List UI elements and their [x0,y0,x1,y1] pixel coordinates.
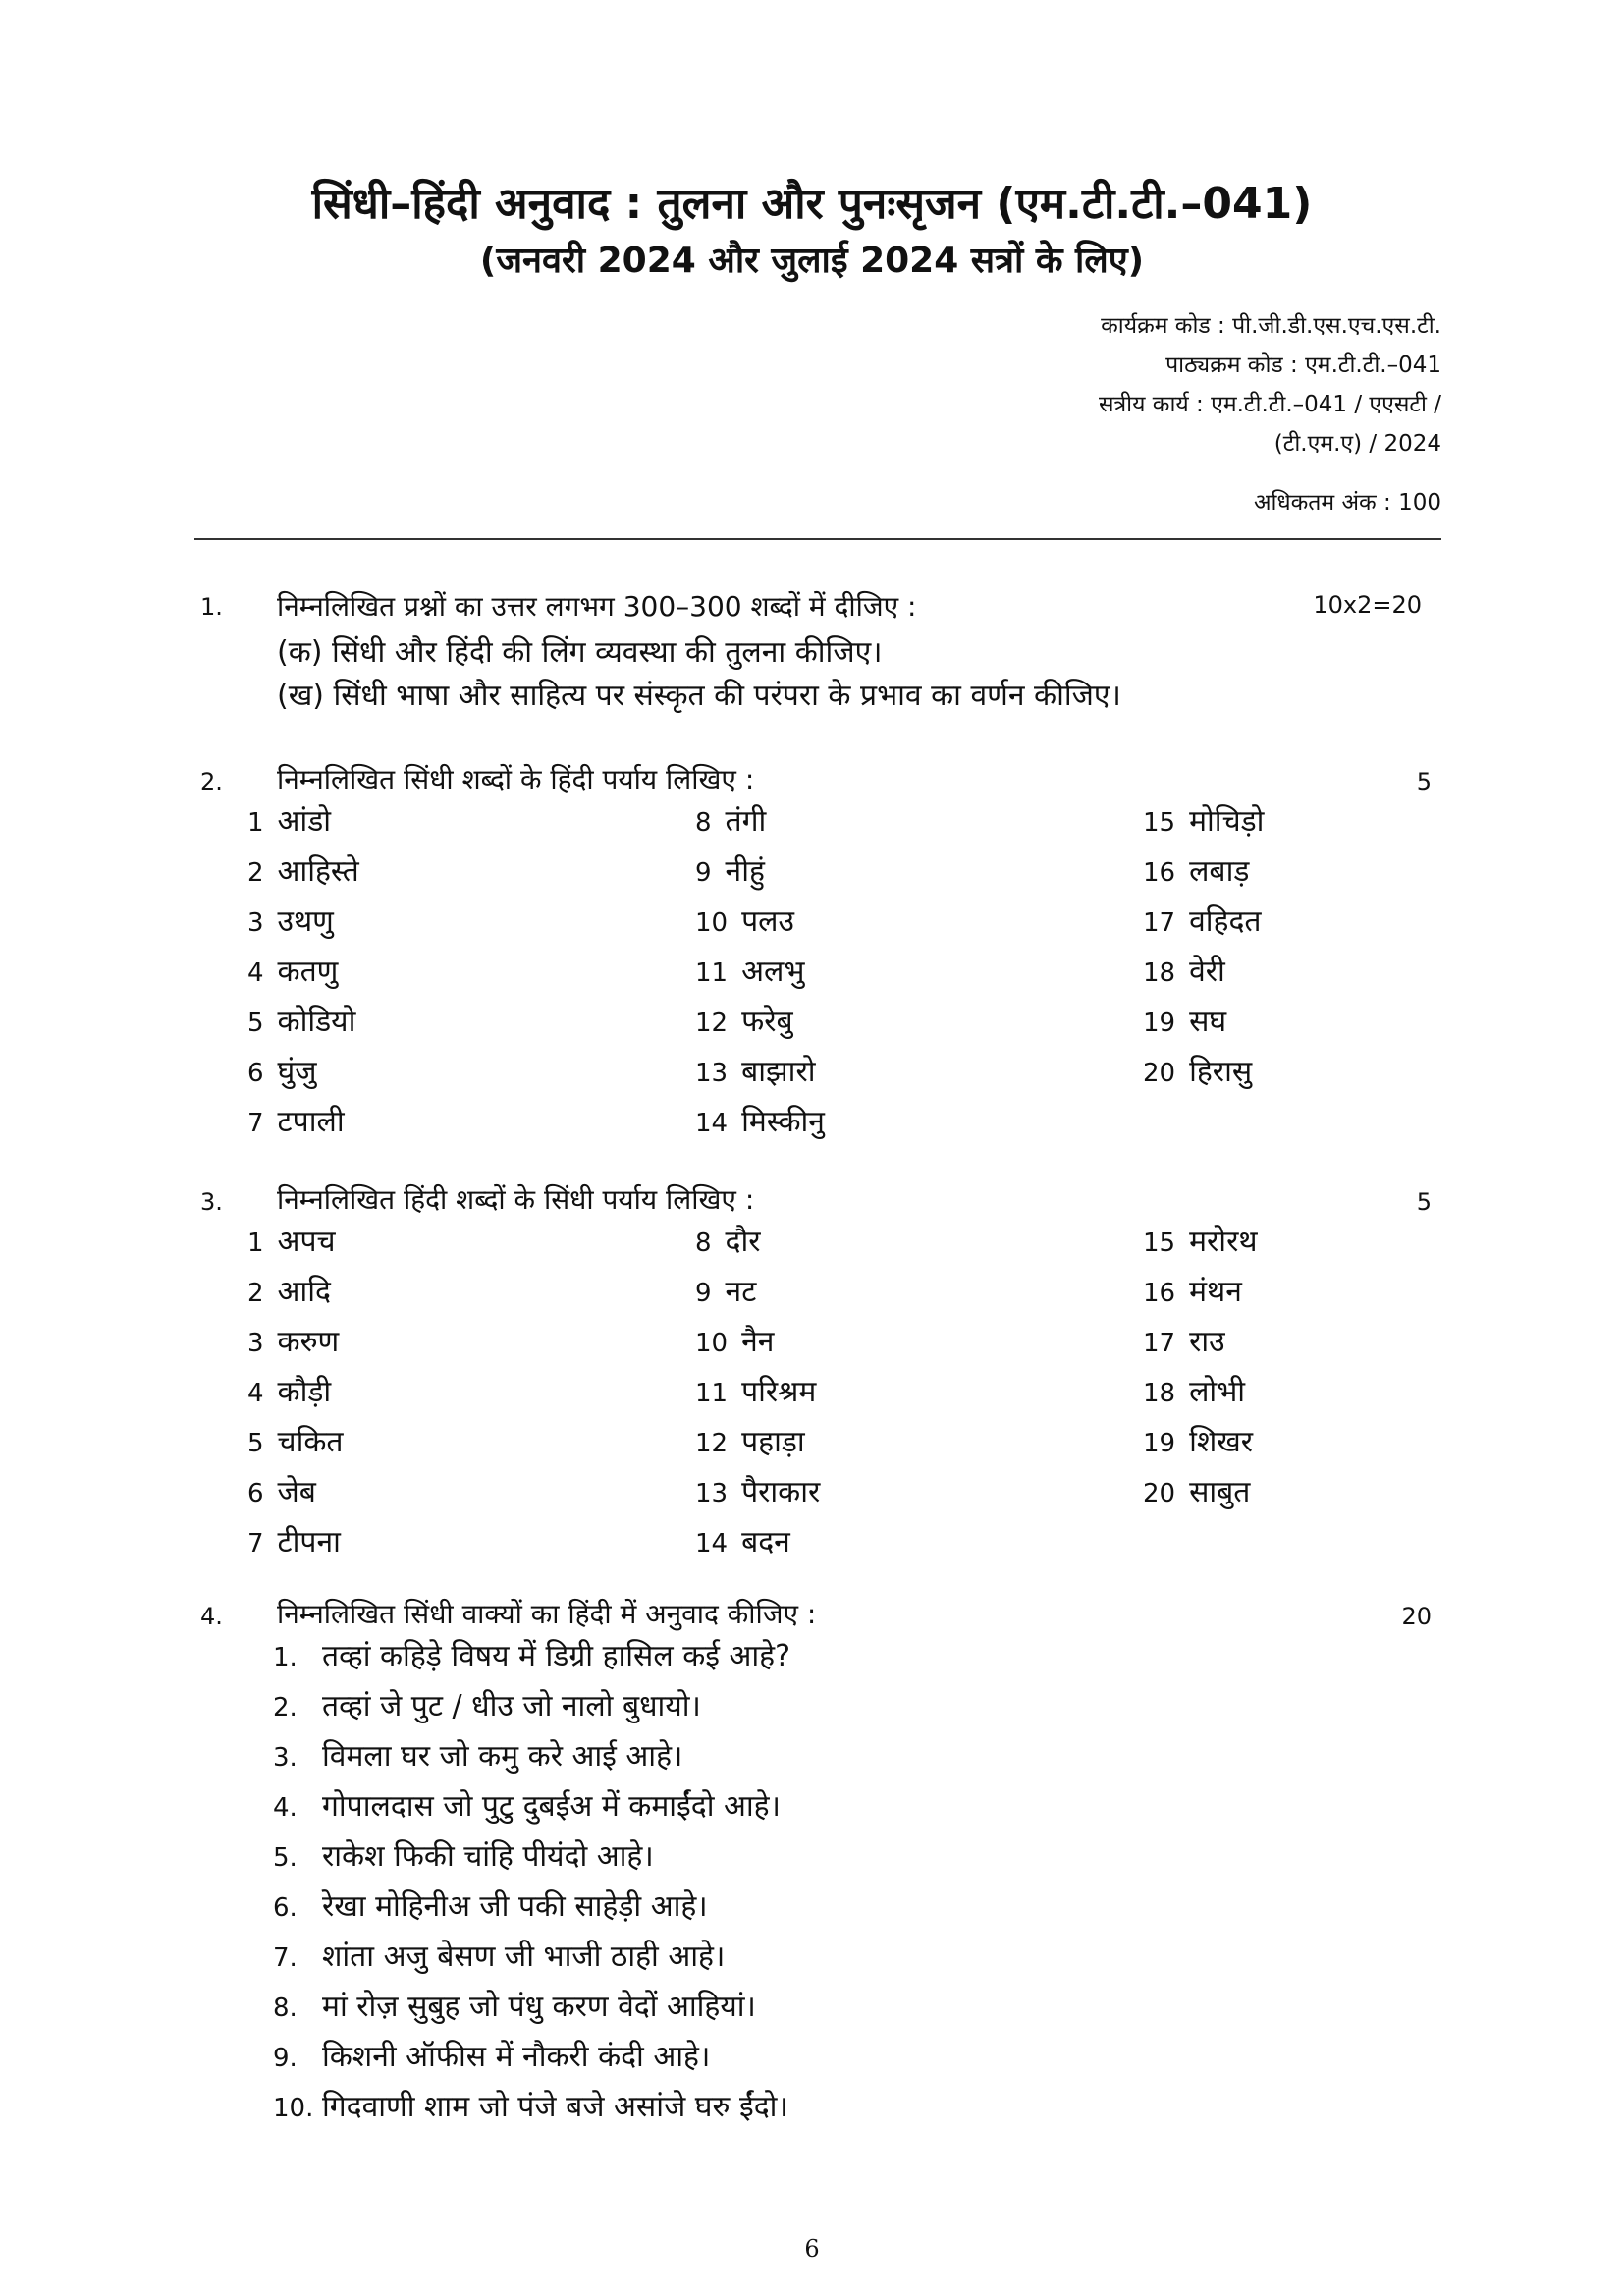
word-number: 16 [1143,858,1176,888]
word-text: फरेबु [741,1005,793,1039]
sentence-text: तव्हां जे पुट / धीउ जो नालो बुधायो। [322,1689,701,1723]
word-item [1143,1420,1253,1460]
word-item [1143,950,1225,990]
word-item [247,1320,339,1360]
word-text: टीपना [277,1525,341,1559]
word-text: मंथन [1189,1275,1242,1309]
sentence-item [273,2035,710,2075]
question-text: निम्नलिखित हिंदी शब्दों के सिंधी पर्याय लिखिए : [277,1183,755,1216]
word-item [1143,1000,1226,1040]
word-item [1143,1320,1225,1360]
sentence-number: 7. [273,1943,298,1973]
sentence-text: राकेश फिकी चांहि पीयंदो आहे। [322,1839,654,1874]
word-text: मोचिड़ो [1189,804,1265,839]
word-item [247,1420,344,1460]
question-text: निम्नलिखित सिंधी वाक्यों का हिंदी में अनुवाद कीजिए : [277,1598,817,1630]
word-text: आदि [277,1275,331,1309]
word-text: पहाड़ा [741,1425,805,1459]
sentence-text: तव्हां कहिड़े विषय में डिग्री हासिल कई आहे? [322,1639,791,1673]
word-item [1143,1470,1250,1510]
word-item [247,950,338,990]
word-item [1143,1270,1242,1310]
word-number: 19 [1143,1009,1176,1038]
word-number: 5 [247,1429,264,1458]
sentence-text: गिदवाणी शाम जो पंजे बजे असांजे घरु ईंदो। [322,2090,788,2124]
word-item [695,1270,756,1310]
word-number: 8 [695,1229,712,1258]
word-number: 18 [1143,958,1176,988]
word-number: 14 [695,1529,729,1558]
sentence-number: 2. [273,1693,298,1722]
sentence-item [273,1634,790,1674]
word-item [695,1420,805,1460]
word-text: कतणु [277,955,339,989]
header-divider [194,538,1441,540]
word-item [695,799,766,840]
sentence-text: किशनी ऑफीस में नौकरी कंदी आहे। [322,2040,711,2074]
word-number: 11 [695,958,729,988]
sentence-item [273,1885,708,1925]
question-number: 1. [200,593,223,621]
word-text: जेब [277,1475,316,1509]
word-number: 1 [247,1229,264,1258]
word-item [1143,900,1262,940]
sentence-text: गोपालदास जो पुटु दुबईअ में कमाईंदो आहे। [322,1789,781,1824]
word-number: 19 [1143,1429,1176,1458]
word-number: 17 [1143,1329,1176,1358]
word-item [695,1100,825,1140]
word-text: करुण [277,1325,340,1359]
word-text: राउ [1189,1325,1225,1359]
word-item [247,799,331,840]
sentence-number: 9. [273,2044,298,2073]
word-item [695,900,794,940]
word-number: 4 [247,958,264,988]
question-number: 3. [200,1188,223,1216]
sentence-number: 4. [273,1793,298,1823]
word-number: 15 [1143,808,1176,838]
word-item [695,1520,790,1560]
word-text: अलभु [741,955,805,989]
sentence-item [273,1935,725,1975]
question-part: (ख) सिंधी भाषा और साहित्य पर संस्कृत की परंपरा के प्रभाव का वर्णन कीजिए। [277,679,1121,713]
question-text: निम्नलिखित प्रश्नों का उत्तर लगभग 300–300 शब्दों में दीजिए : [277,590,917,623]
programme-code: कार्यक्रम कोड : पी.जी.डी.एस.एच.एस.टी. [1101,313,1441,339]
sentence-number: 8. [273,1994,298,2023]
word-item [247,849,359,890]
word-text: कोडियो [277,1005,356,1039]
word-text: वहिदत [1189,904,1262,939]
word-text: लबाड़ [1189,854,1250,889]
assignment-meta [1099,306,1441,522]
word-item [695,849,765,890]
word-number: 8 [695,808,712,838]
word-item [1143,849,1249,890]
word-item [1143,1220,1258,1260]
word-number: 10 [695,908,729,938]
word-item [247,1270,331,1310]
word-item [695,1050,815,1090]
word-item [247,1050,317,1090]
assignment-code-line1: सत्रीय कार्य : एम.टी.टी.–041 / एएसटी / [1098,392,1441,417]
word-text: मरोरथ [1189,1225,1258,1259]
word-number: 3 [247,1329,264,1358]
word-number: 18 [1143,1379,1176,1408]
word-item [247,1370,331,1410]
word-item [695,1320,774,1360]
word-number: 13 [695,1059,729,1088]
sentence-text: शांता अजु बेसण जी भाजी ठाही आहे। [322,1940,726,1974]
word-number: 13 [695,1479,729,1508]
word-text: साबुत [1189,1475,1251,1509]
word-number: 2 [247,858,264,888]
word-number: 5 [247,1009,264,1038]
word-number: 11 [695,1379,729,1408]
question-marks: 5 [1416,768,1432,795]
sentence-text: रेखा मोहिनीअ जी पकी साहेड़ी आहे। [322,1889,708,1924]
sentence-item [273,1684,701,1724]
word-text: पलउ [741,904,794,939]
document-title: सिंधी–हिंदी अनुवाद : तुलना और पुनःसृजन (एम.टी.टी.–041) [311,179,1313,229]
question-part: (क) सिंधी और हिंदी की लिंग व्यवस्था की तुलना कीजिए। [277,635,883,670]
word-text: अपच [277,1225,336,1259]
word-number: 6 [247,1059,264,1088]
word-number: 14 [695,1109,729,1138]
word-text: आंडो [277,804,332,839]
word-text: परिश्रम [741,1375,817,1409]
word-text: लोभी [1189,1375,1246,1409]
word-number: 12 [695,1429,729,1458]
word-number: 7 [247,1109,264,1138]
word-number: 6 [247,1479,264,1508]
word-number: 17 [1143,908,1176,938]
word-number: 12 [695,1009,729,1038]
word-text: आहिस्ते [277,854,359,889]
word-text: सघ [1189,1005,1227,1039]
document-subtitle: (जनवरी 2024 और जुलाई 2024 सत्रों के लिए) [479,241,1145,281]
sentence-text: मां रोज़ सुबुह जो पंधु करण वेदों आहियां। [322,1990,756,2024]
word-text: बदन [741,1525,790,1559]
word-item [247,900,334,940]
sentence-number: 3. [273,1743,298,1773]
word-item [695,1370,816,1410]
word-number: 20 [1143,1059,1176,1088]
sentence-item [273,2085,788,2125]
word-text: चकित [277,1425,344,1459]
word-text: हिरासु [1189,1055,1253,1089]
sentence-item [273,1834,654,1875]
word-number: 9 [695,1279,712,1308]
word-number: 2 [247,1279,264,1308]
question-text: निम्नलिखित सिंधी शब्दों के हिंदी पर्याय लिखिए : [277,763,755,795]
word-item [247,1520,341,1560]
word-number: 3 [247,908,264,938]
word-text: वेरी [1189,955,1225,989]
word-item [695,950,804,990]
page-number: 6 [804,2235,820,2263]
word-text: नीहुं [725,854,765,889]
word-text: बाझारो [741,1055,816,1089]
word-number: 20 [1143,1479,1176,1508]
word-number: 16 [1143,1279,1176,1308]
word-item [247,1470,316,1510]
word-number: 4 [247,1379,264,1408]
word-item [247,1100,345,1140]
word-text: नट [725,1275,757,1309]
question-marks: 10x2=20 [1313,591,1422,619]
question-marks: 20 [1401,1603,1432,1630]
question-marks: 5 [1416,1188,1432,1216]
word-text: दौर [725,1225,761,1259]
sentence-number: 5. [273,1843,298,1873]
word-text: कौड़ी [277,1375,332,1409]
sentence-number: 6. [273,1893,298,1923]
sentence-item [273,1985,756,2025]
word-number: 10 [695,1329,729,1358]
word-text: घुंजु [277,1055,317,1089]
word-text: मिस्कीनु [741,1105,825,1139]
max-marks: अधिकतम अंक : 100 [1253,490,1441,516]
word-item [695,1220,761,1260]
question-number: 2. [200,768,223,795]
word-item [695,1000,793,1040]
sentence-item [273,1784,781,1825]
word-text: तंगी [725,804,767,839]
question-number: 4. [200,1603,223,1630]
word-text: नैन [741,1325,775,1359]
word-item [695,1470,820,1510]
word-number: 15 [1143,1229,1176,1258]
word-item [247,1000,355,1040]
word-item [1143,1370,1245,1410]
word-text: शिखर [1189,1425,1254,1459]
word-text: उथणु [277,904,334,939]
course-code: पाठ्यक्रम कोड : एम.टी.टी.–041 [1165,353,1441,378]
sentence-number: 10. [273,2094,314,2123]
word-text: पैराकार [741,1475,821,1509]
word-number: 1 [247,808,264,838]
sentence-item [273,1734,682,1775]
sentence-text: विमला घर जो कमु करे आई आहे। [322,1739,683,1774]
word-item [1143,1050,1252,1090]
word-item [1143,799,1264,840]
sentence-number: 1. [273,1643,298,1672]
word-number: 7 [247,1529,264,1558]
word-item [247,1220,336,1260]
assignment-code-line2: (टी.एम.ए) / 2024 [1273,431,1441,457]
word-number: 9 [695,858,712,888]
word-text: टपाली [277,1105,345,1139]
